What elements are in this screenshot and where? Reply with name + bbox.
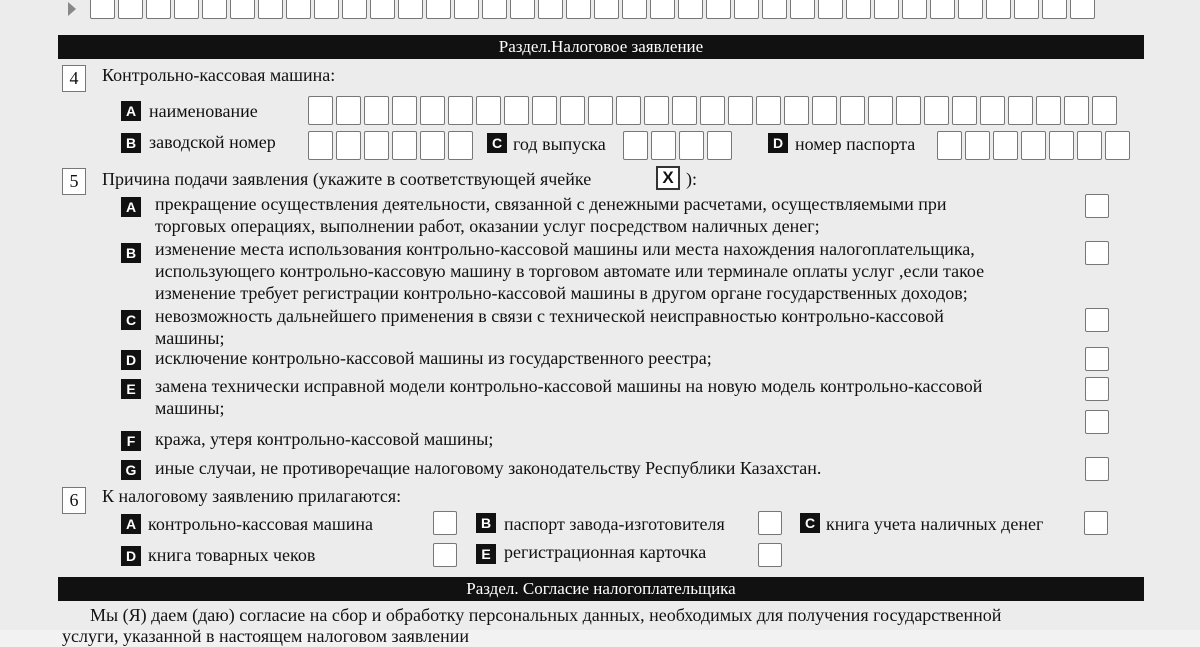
input-cell[interactable] (734, 0, 759, 19)
attach-b-badge: B (476, 513, 496, 533)
input-cell[interactable] (476, 96, 501, 125)
reason-d-badge: D (121, 350, 141, 370)
reason-d-checkbox[interactable] (1085, 347, 1109, 371)
input-cell[interactable] (1008, 96, 1033, 125)
input-cell[interactable] (1021, 131, 1046, 160)
attach-d-checkbox[interactable] (433, 543, 457, 567)
input-cell[interactable] (90, 0, 115, 19)
reason-c-badge: C (121, 310, 141, 330)
input-cell[interactable] (426, 0, 451, 19)
input-cell[interactable] (392, 131, 417, 160)
name-input-cells[interactable] (308, 96, 1117, 125)
reason-c-text (155, 305, 944, 349)
passport-number-input-cells[interactable] (937, 131, 1130, 160)
section-header-consent: Раздел. Согласие налогоплательщика (58, 577, 1144, 601)
reason-c-line1: невозможность дальнейшего применения в связи с технической неисправностью контрольно-кассовой (155, 306, 944, 326)
reason-a-text (155, 193, 947, 237)
reason-a-line1: прекращение осуществления деятельности, связанной с денежными расчетами, осуществляемыми при (155, 194, 947, 214)
input-cell[interactable] (672, 96, 697, 125)
attach-c-badge: C (800, 513, 820, 533)
input-cell[interactable] (874, 0, 899, 19)
question-5-title-end: ): (686, 169, 697, 189)
attach-e-checkbox[interactable] (758, 543, 782, 567)
input-cell[interactable] (728, 96, 753, 125)
label-name: наименование (149, 101, 258, 121)
input-cell[interactable] (1105, 131, 1130, 160)
input-cell[interactable] (118, 0, 143, 19)
reason-e-text (155, 375, 982, 419)
input-cell[interactable] (706, 0, 731, 19)
input-cell[interactable] (538, 0, 563, 19)
reason-g-checkbox[interactable] (1085, 457, 1109, 481)
input-cell[interactable] (924, 96, 949, 125)
input-cell[interactable] (398, 0, 423, 19)
input-cell[interactable] (952, 96, 977, 125)
input-cell[interactable] (510, 0, 535, 19)
example-x-mark: X (656, 166, 680, 190)
input-cell[interactable] (504, 96, 529, 125)
input-cell[interactable] (840, 96, 865, 125)
input-cell[interactable] (1014, 0, 1039, 19)
reason-c-line2: машины; (155, 328, 225, 348)
reason-a-line2: торговых операциях, выполнении работ, оказании услуг посредством наличных денег; (155, 216, 820, 236)
attach-a-checkbox[interactable] (433, 511, 457, 535)
label-year: год выпуска (513, 134, 606, 154)
reason-f-text: кража, утеря контрольно-кассовой машины; (155, 429, 494, 449)
reason-b-line2: использующего контрольно-кассовую машину в торговом автомате или терминале оплаты услуг ,если такое (155, 261, 985, 281)
reason-extra-checkbox[interactable] (1085, 410, 1109, 434)
attach-c-label: книга учета наличных денег (826, 514, 1044, 534)
badge-c: C (487, 133, 507, 153)
input-cell[interactable] (454, 0, 479, 19)
reason-c-checkbox[interactable] (1085, 308, 1109, 332)
input-cell[interactable] (560, 96, 585, 125)
top-input-cells[interactable] (90, 0, 1095, 19)
input-cell[interactable] (364, 131, 389, 160)
input-cell[interactable] (679, 131, 704, 160)
input-cell[interactable] (482, 0, 507, 19)
input-cell[interactable] (644, 96, 669, 125)
input-cell[interactable] (812, 96, 837, 125)
input-cell[interactable] (784, 96, 809, 125)
input-cell[interactable] (308, 131, 333, 160)
input-cell[interactable] (622, 0, 647, 19)
input-cell[interactable] (308, 96, 333, 125)
input-cell[interactable] (420, 96, 445, 125)
input-cell[interactable] (846, 0, 871, 19)
row-marker-icon (68, 2, 76, 16)
input-cell[interactable] (342, 0, 367, 19)
input-cell[interactable] (707, 131, 732, 160)
reason-e-line1: замена технически исправной модели контрольно-кассовой машины на новую модель контрольно-кассовой (155, 376, 983, 396)
input-cell[interactable] (336, 131, 361, 160)
input-cell[interactable] (594, 0, 619, 19)
input-cell[interactable] (986, 0, 1011, 19)
reason-g-text: иные случаи, не противоречащие налоговому законодательству Республики Казахстан. (155, 458, 822, 478)
input-cell[interactable] (896, 96, 921, 125)
input-cell[interactable] (392, 96, 417, 125)
consent-text: Мы (Я) даем (даю) согласие на сбор и обработку персональных данных, необходимых для получения государственной (90, 605, 1002, 625)
reason-g-badge: G (121, 460, 141, 480)
question-number-5: 5 (62, 168, 86, 195)
label-serial-number: заводской номер (149, 132, 276, 152)
input-cell[interactable] (937, 131, 962, 160)
input-cell[interactable] (818, 0, 843, 19)
reason-b-line1: изменение места использования контрольно-кассовой машины или места нахождения налогоплательщика, (155, 239, 975, 259)
input-cell[interactable] (980, 96, 1005, 125)
input-cell[interactable] (286, 0, 311, 19)
input-cell[interactable] (532, 96, 557, 125)
input-cell[interactable] (650, 0, 675, 19)
input-cell[interactable] (868, 96, 893, 125)
input-cell[interactable] (420, 131, 445, 160)
reason-a-checkbox[interactable] (1085, 194, 1109, 218)
reason-d-text: исключение контрольно-кассовой машины из государственного реестра; (155, 348, 712, 368)
question-number-6: 6 (62, 487, 86, 514)
reason-f-badge: F (121, 431, 141, 451)
input-cell[interactable] (230, 0, 255, 19)
badge-b: B (121, 133, 141, 153)
input-cell[interactable] (790, 0, 815, 19)
question-4-title: Контрольно-кассовая машина: (102, 65, 336, 85)
input-cell[interactable] (958, 0, 983, 19)
input-cell[interactable] (1049, 131, 1074, 160)
input-cell[interactable] (258, 0, 283, 19)
year-input-cells[interactable] (623, 131, 732, 160)
input-cell[interactable] (1042, 0, 1067, 19)
reason-b-checkbox[interactable] (1085, 241, 1109, 265)
input-cell[interactable] (762, 0, 787, 19)
input-cell[interactable] (700, 96, 725, 125)
input-cell[interactable] (336, 96, 361, 125)
reason-b-text (155, 238, 984, 304)
input-cell[interactable] (448, 96, 473, 125)
input-cell[interactable] (1092, 96, 1117, 125)
input-cell[interactable] (965, 131, 990, 160)
reason-e-checkbox[interactable] (1085, 377, 1109, 401)
input-cell[interactable] (1070, 0, 1095, 19)
input-cell[interactable] (616, 96, 641, 125)
reason-e-line2: машины; (155, 398, 225, 418)
serial-number-input-cells[interactable] (308, 131, 473, 160)
attach-c-checkbox[interactable] (1084, 511, 1108, 535)
input-cell[interactable] (902, 0, 927, 19)
question-6-title: К налоговому заявлению прилагаются: (102, 486, 402, 506)
input-cell[interactable] (993, 131, 1018, 160)
input-cell[interactable] (1077, 131, 1102, 160)
input-cell[interactable] (1064, 96, 1089, 125)
input-cell[interactable] (930, 0, 955, 19)
attach-b-checkbox[interactable] (758, 511, 782, 535)
attach-e-label: регистрационная карточка (504, 542, 707, 562)
input-cell[interactable] (370, 0, 395, 19)
attach-d-badge: D (121, 546, 141, 566)
question-number-4: 4 (62, 65, 86, 92)
reason-b-badge: B (121, 243, 141, 263)
input-cell[interactable] (678, 0, 703, 19)
attach-a-badge: A (121, 514, 141, 534)
attach-d-label: книга товарных чеков (148, 545, 316, 565)
label-passport-number: номер паспорта (795, 134, 916, 154)
badge-d: D (768, 133, 788, 153)
input-cell[interactable] (146, 0, 171, 19)
reason-e-badge: E (121, 379, 141, 399)
consent-text-line2: услуги, указанной в настоящем налоговом заявлении (62, 626, 469, 646)
input-cell[interactable] (651, 131, 676, 160)
reason-b-line3: изменение требует регистрации контрольно-кассовой машины в другом органе государственных доходов; (155, 283, 968, 303)
input-cell[interactable] (364, 96, 389, 125)
input-cell[interactable] (623, 131, 648, 160)
reason-a-badge: A (121, 197, 141, 217)
section-header-tax-statement: Раздел.Налоговое заявление (58, 35, 1144, 59)
attach-b-label: паспорт завода-изготовителя (504, 514, 725, 534)
input-cell[interactable] (314, 0, 339, 19)
input-cell[interactable] (566, 0, 591, 19)
attach-e-badge: E (476, 544, 496, 564)
input-cell[interactable] (174, 0, 199, 19)
input-cell[interactable] (756, 96, 781, 125)
question-5-title: Причина подачи заявления (укажите в соответствующей ячейке (102, 169, 592, 189)
input-cell[interactable] (588, 96, 613, 125)
input-cell[interactable] (202, 0, 227, 19)
attach-a-label: контрольно-кассовая машина (148, 514, 373, 534)
input-cell[interactable] (1036, 96, 1061, 125)
input-cell[interactable] (448, 131, 473, 160)
badge-a: A (121, 101, 141, 121)
